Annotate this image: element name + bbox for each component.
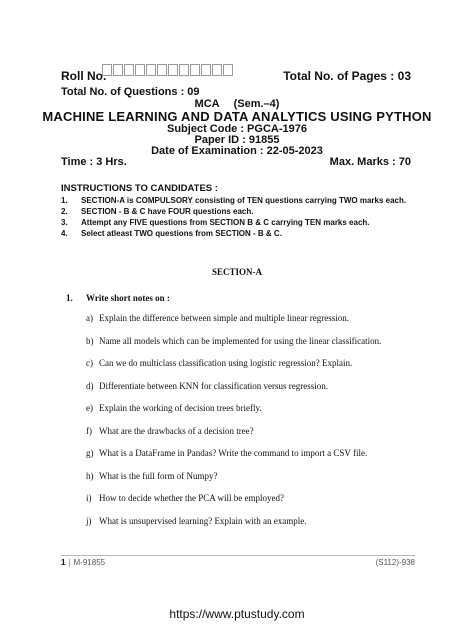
subquestion-text: Explain the working of decision trees briefly.	[99, 403, 262, 413]
subquestion-letter: c)	[86, 358, 93, 368]
page-number: 1	[61, 558, 66, 567]
paper-title: MACHINE LEARNING AND DATA ANALYTICS USING PYTHON	[42, 109, 432, 124]
subject-code: Subject Code : PGCA-1976	[167, 123, 307, 135]
subquestion-letter: d)	[86, 380, 94, 391]
subquestion-letter: g)	[86, 448, 94, 458]
subquestion-text: Can we do multiclass classification using logistic regression? Explain.	[99, 358, 353, 368]
roll-number-label: Roll No.	[61, 69, 107, 83]
roll-number-box	[179, 64, 189, 76]
footer-page-info	[61, 558, 105, 567]
subquestion-text: What is the full form of Numpy?	[99, 470, 218, 481]
subquestion-item	[86, 471, 381, 494]
roll-number-boxes	[102, 64, 234, 76]
instruction-number: 1.	[61, 196, 68, 205]
exam-date: Date of Examination : 22-05-2023	[151, 145, 323, 157]
subquestion-item	[86, 493, 381, 516]
subquestion-item	[86, 448, 381, 471]
roll-number-box	[168, 64, 178, 76]
semester: (Sem.–4)	[233, 98, 280, 110]
roll-number-box	[223, 64, 233, 76]
subquestion-item	[86, 381, 381, 404]
subquestion-letter: b)	[86, 335, 94, 346]
instruction-number: 4.	[61, 229, 68, 238]
roll-number-box	[146, 64, 156, 76]
subquestion-text: What are the drawbacks of a decision tree?	[99, 425, 254, 436]
footer-separator: |	[68, 558, 71, 567]
section-heading: SECTION-A	[211, 267, 262, 277]
question-title: Write short notes on :	[86, 293, 170, 303]
subquestion-item	[86, 516, 381, 539]
instruction-text: SECTION - B & C have FOUR questions each.	[81, 207, 254, 216]
subquestion-text: What is a DataFrame in Pandas? Write the command to import a CSV file.	[99, 448, 368, 458]
instruction-text: SECTION-A is COMPULSORY consisting of TEN questions carrying TWO marks each.	[81, 196, 407, 205]
subquestion-letter: j)	[86, 515, 92, 526]
roll-number-box	[190, 64, 200, 76]
instruction-number: 3.	[61, 218, 68, 227]
subquestion-item	[86, 358, 381, 381]
subquestion-letter: i)	[86, 493, 92, 503]
instructions-heading: INSTRUCTIONS TO CANDIDATES :	[61, 183, 218, 194]
roll-number-box	[135, 64, 145, 76]
subquestion-text: How to decide whether the PCA will be employed?	[99, 493, 284, 503]
instruction-item	[61, 196, 416, 206]
footer-paper-code: M-91855	[73, 558, 106, 567]
instruction-item	[61, 218, 416, 228]
footer-right-code: (S112)-938	[375, 558, 415, 567]
subquestion-letter: h)	[86, 470, 94, 481]
subquestion-item	[86, 313, 381, 336]
instruction-number: 2.	[61, 207, 68, 216]
paper-id: Paper ID : 91855	[194, 134, 280, 146]
subquestion-letter: e)	[86, 403, 93, 413]
subquestion-letter: a)	[86, 313, 93, 323]
question-number: 1.	[66, 293, 73, 303]
subquestion-item	[86, 336, 381, 359]
roll-number-box	[157, 64, 167, 76]
roll-number-box	[113, 64, 123, 76]
subquestion-letter: f)	[86, 425, 92, 436]
roll-number-box	[212, 64, 222, 76]
subquestion-text: What is unsupervised learning? Explain with an example.	[99, 515, 307, 526]
max-marks: Max. Marks : 70	[329, 156, 411, 168]
exam-duration: Time : 3 Hrs.	[61, 156, 127, 168]
instructions-list	[61, 196, 416, 240]
instruction-text: Attempt any FIVE questions from SECTION B & C carrying TEN marks each.	[81, 218, 370, 227]
total-questions: Total No. of Questions : 09	[61, 86, 200, 98]
subquestion-item	[86, 403, 381, 426]
subquestion-item	[86, 426, 381, 449]
website-url[interactable]: https://www.ptustudy.com	[169, 607, 305, 621]
instruction-text: Select atleast TWO questions from SECTION - B & C.	[81, 229, 282, 238]
subquestion-text: Name all models which can be implemented for using the linear classification.	[99, 335, 382, 346]
subquestion-list	[86, 313, 381, 538]
footer-divider	[61, 555, 415, 556]
course-name: MCA	[194, 98, 220, 110]
instruction-item	[61, 229, 416, 239]
subquestion-text: Differentiate between KNN for classification versus regression.	[99, 380, 329, 391]
total-pages: Total No. of Pages : 03	[283, 69, 411, 83]
roll-number-box	[124, 64, 134, 76]
instruction-item	[61, 207, 416, 217]
roll-number-box	[201, 64, 211, 76]
subquestion-text: Explain the difference between simple and multiple linear regression.	[99, 313, 349, 323]
roll-number-box	[102, 64, 112, 76]
